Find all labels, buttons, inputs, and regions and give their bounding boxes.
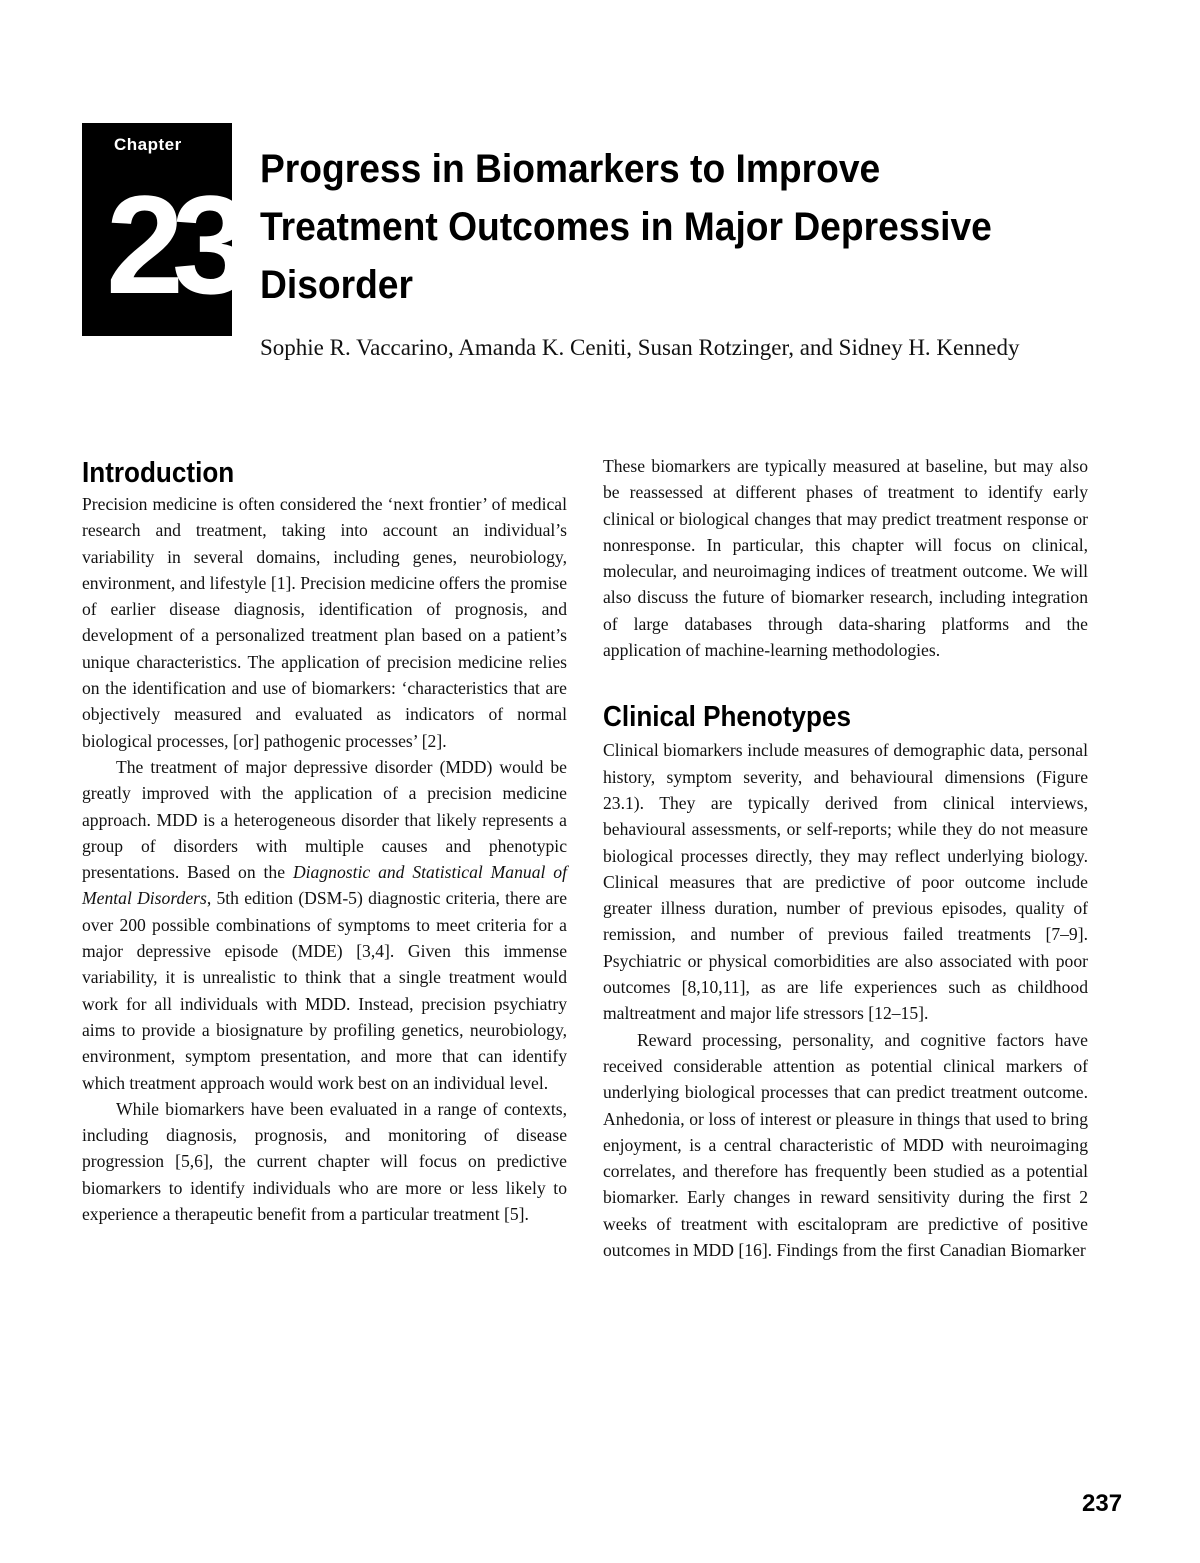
book-title: Diagnostic and Statistical Manual of Mental Disorders: [82, 862, 567, 909]
paragraph: These biomarkers are typically measured at baseline, but may also be reassessed at different phases of treatment to identify early clinical or biological changes that may predict treatment response or nonresponse. In particular, this chapter will focus on clinical, molecular, and neuroimaging indices of treatment outcome. We will also discuss the future of biomarker research, including integration of large databases through data-sharing platforms and the application of machine-learning methodologies.: [603, 456, 1088, 661]
left-column: [82, 455, 567, 1227]
paragraph: [82, 754, 567, 1096]
right-column: [603, 453, 1088, 1263]
section-heading-introduction: Introduction: [82, 457, 235, 489]
paragraph-text: , 5th edition (DSM-5) diagnostic criteria, there are over 200 possible combinations of symptoms to meet criteria for a major depressive episode (MDE) [3,4]. Given this immense variability, it is unrealistic to think that a single treatment would work for all individuals with MDD. Instead, precision psychiatry aims to provide a biosignature by profiling genetics, neurobiology, environment, symptom presentation, and more that can identify which treatment approach would work best on an individual level.: [82, 888, 568, 1093]
chapter-badge: [82, 123, 238, 336]
paragraph: Clinical biomarkers include measures of demographic data, personal history, symptom severity, and behavioural dimensions (Figure 23.1). They are typically derived from clinical interviews, behavioural assessments, or self-reports; while they do not measure biological processes directly, they may reflect underlying biology. Clinical measures that are predictive of poor outcome include greater illness duration, number of previous episodes, quality of remission, and number of previous failed treatments [7–9]. Psychiatric or physical comorbidities are also associated with poor outcomes [8,10,11], as are life experiences such as childhood maltreatment and major life stressors [12–15].: [603, 740, 1088, 1024]
section-heading-clinical-phenotypes: Clinical Phenotypes: [603, 701, 852, 734]
paragraph: Reward processing, personality, and cognitive factors have received considerable attention as potential clinical markers of underlying biological processes that can predict treatment outcome. Anhedonia, or loss of interest or pleasure in things that used to bring enjoyment, is a central characteristic of MDD with neuroimaging correlates, and therefore has frequently been studied as a potential biomarker. Early changes in reward sensitivity during the first 2 weeks of treatment with escitalopram are predictive of positive outcomes in MDD [16]. Findings from the first Canadian Biomarker: [603, 1029, 1088, 1261]
paragraph: While biomarkers have been evaluated in a range of contexts, including diagnosis, prognosis, and monitoring of disease progression [5,6], the current chapter will focus on predictive biomarkers to identify individuals who are more or less likely to experience a therapeutic benefit from a particular treatment [5].: [82, 1098, 567, 1225]
chapter-title: Progress in Biomarkers to Improve Treatment Outcomes in Major Depressive Disorder: [260, 147, 992, 307]
chapter-number: 23: [106, 166, 238, 323]
chapter-label: Chapter: [114, 135, 182, 154]
paragraph-text: The treatment of major depressive disorder (MDD) would be greatly improved with the application of a precision medicine approach. MDD is a heterogeneous disorder that likely represents a group of disorders with multiple causes and phenotypic presentations. Based on the: [82, 756, 567, 883]
chapter-authors: Sophie R. Vaccarino, Amanda K. Ceniti, Susan Rotzinger, and Sidney H. Kennedy: [260, 335, 1020, 360]
page-number: 237: [1082, 1490, 1123, 1517]
paragraph: Precision medicine is often considered the ‘next frontier’ of medical research and treatment, taking into account an individual’s variability in several domains, including genes, neurobiology, environment, and lifestyle [1]. Precision medicine offers the promise of earlier disease diagnosis, identification of prognosis, and development of a personalized treatment plan based on a patient’s unique characteristics. The application of precision medicine relies on the identification and use of biomarkers: ‘characteristics that are objectively measured and evaluated as indicators of normal biological processes, [or] pathogenic processes’ [2].: [82, 494, 567, 751]
